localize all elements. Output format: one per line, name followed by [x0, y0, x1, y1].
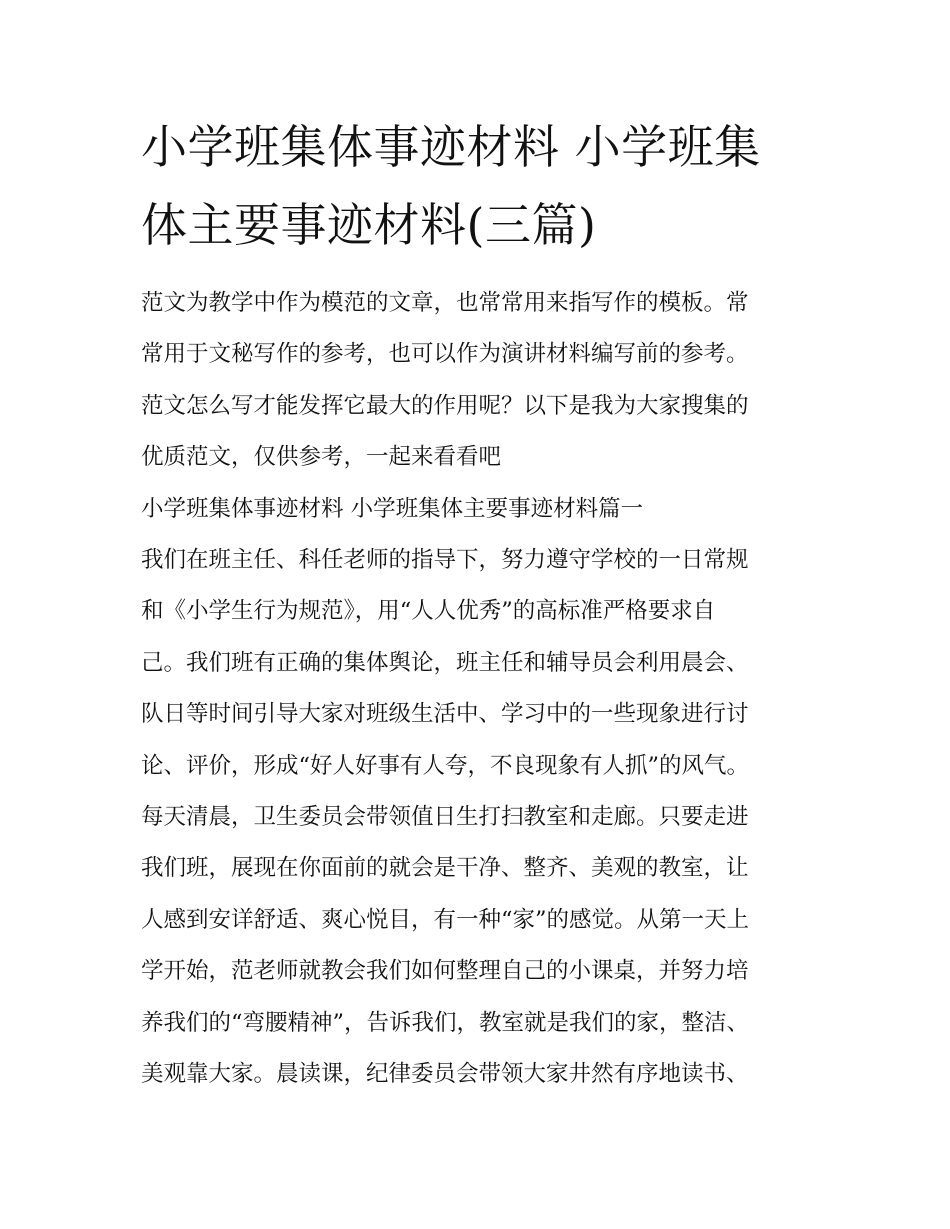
- intro-line: 优质范文，仅供参考，一起来看看吧: [141, 444, 502, 471]
- body-line: 我们班，展现在你面前的就会是干净、整齐、美观的教室，让: [141, 855, 749, 882]
- intro-line: 范文为教学中作为模范的文章，也常常用来指写作的模板。常: [141, 290, 749, 316]
- document-content: [141, 108, 821, 1101]
- body-line: 学开始，范老师就教会我们如何整理自己的小课桌，并努力培: [141, 958, 749, 985]
- intro-line: 常用于文秘写作的参考，也可以作为演讲材料编写前的参考。: [141, 341, 749, 368]
- body-line: 队日等时间引导大家对班级生活中、学习中的一些现象进行讨: [141, 701, 749, 728]
- body-paragraph: [141, 535, 821, 1100]
- body-line: 我们在班主任、科任老师的指导下，努力遵守学校的一日常规: [141, 547, 749, 574]
- document-title: [141, 108, 821, 264]
- body-line: 论、评价，形成“好人好事有人夸，不良现象有人抓”的风气。: [141, 752, 750, 779]
- section-heading: 小学班集体事迹材料 小学班集体主要事迹材料篇一: [141, 495, 644, 522]
- intro-paragraph: [141, 278, 821, 484]
- body-line: 养我们的“弯腰精神”，告诉我们，教室就是我们的家，整洁、: [141, 1009, 750, 1036]
- intro-line: 范文怎么写才能发挥它最大的作用呢？以下是我为大家搜集的: [141, 392, 749, 419]
- body-line: 己。我们班有正确的集体舆论，班主任和辅导员会利用晨会、: [141, 649, 749, 676]
- body-line: 每天清晨，卫生委员会带领值日生打扫教室和走廊。只要走进: [141, 804, 749, 831]
- title-line: 小学班集体事迹材料 小学班集: [141, 120, 761, 174]
- title-line: 体主要事迹材料(三篇): [141, 198, 597, 252]
- body-line: 人感到安详舒适、爽心悦目，有一种“家”的感觉。从第一天上: [141, 906, 750, 933]
- body-line: 美观靠大家。晨读课，纪律委员会带领大家井然有序地读书、: [141, 1061, 749, 1088]
- body-line: 和《小学生行为规范》，用“人人优秀”的高标准严格要求自: [141, 598, 716, 625]
